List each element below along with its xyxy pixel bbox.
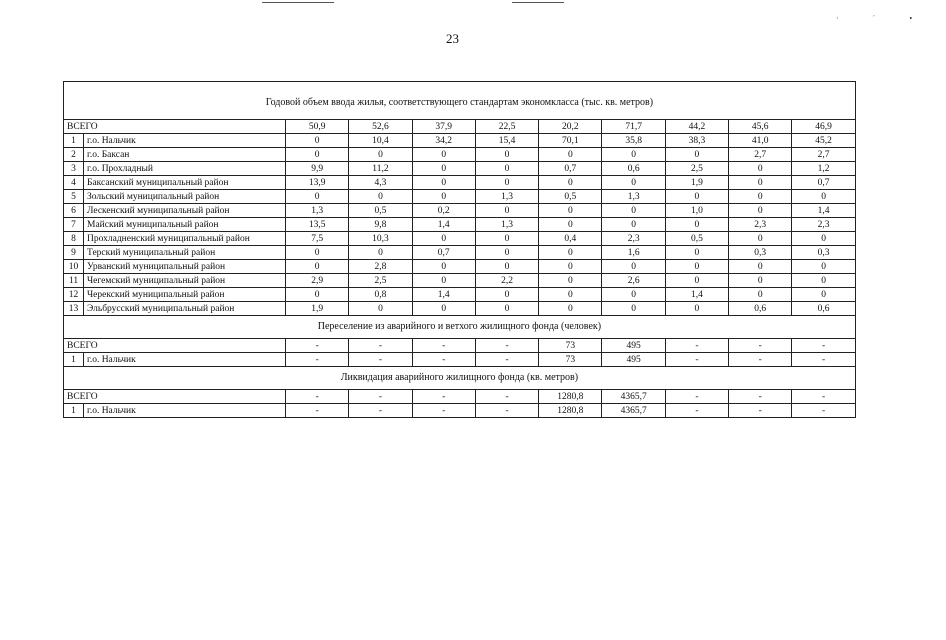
row-value: 0: [792, 288, 855, 302]
row-value: 1,3: [286, 204, 349, 218]
row-value: 35,8: [602, 134, 665, 148]
row-value: 0: [729, 260, 792, 274]
table-row: [64, 274, 856, 288]
table-row: [64, 190, 856, 204]
row-name: Зольский муниципальный район: [84, 190, 286, 204]
row-value: -: [792, 353, 855, 367]
row-name: Терский муниципальный район: [84, 246, 286, 260]
row-value: 0: [729, 162, 792, 176]
row-value: 0: [412, 260, 475, 274]
row-value: 0: [286, 190, 349, 204]
row-value: 2,5: [665, 162, 728, 176]
row-name: Прохладненский муниципальный район: [84, 232, 286, 246]
total-value: 22,5: [475, 120, 538, 134]
total-value: -: [729, 390, 792, 404]
row-value: 0: [475, 246, 538, 260]
row-value: 0,7: [539, 162, 602, 176]
row-value: 11,2: [349, 162, 412, 176]
row-value: 0: [286, 288, 349, 302]
row-value: 13,5: [286, 218, 349, 232]
section-title: Годовой объем ввода жилья, соответствующего стандартам экономкласса (тыс. кв. метров): [64, 82, 856, 120]
total-value: 73: [539, 339, 602, 353]
total-value: -: [729, 339, 792, 353]
row-value: -: [729, 404, 792, 418]
total-value: -: [475, 339, 538, 353]
table-body: [64, 82, 856, 418]
row-value: 0,3: [729, 246, 792, 260]
row-value: -: [349, 353, 412, 367]
row-value: 0,6: [792, 302, 855, 316]
total-value: -: [412, 390, 475, 404]
row-value: 0: [792, 232, 855, 246]
row-number: 12: [64, 288, 84, 302]
row-value: 0: [349, 190, 412, 204]
row-value: 0: [792, 260, 855, 274]
row-value: 0: [412, 190, 475, 204]
row-value: -: [412, 404, 475, 418]
row-number: 13: [64, 302, 84, 316]
row-value: 2,3: [792, 218, 855, 232]
row-value: 73: [539, 353, 602, 367]
row-value: 0: [602, 288, 665, 302]
row-value: 0,5: [349, 204, 412, 218]
row-value: 0: [665, 190, 728, 204]
table-row: [64, 260, 856, 274]
total-value: -: [349, 339, 412, 353]
row-number: 10: [64, 260, 84, 274]
row-value: 0: [602, 176, 665, 190]
table-row: [64, 134, 856, 148]
row-value: 0: [539, 148, 602, 162]
total-label: ВСЕГО: [64, 339, 286, 353]
row-value: 9,9: [286, 162, 349, 176]
row-value: 2,3: [602, 232, 665, 246]
row-value: 7,5: [286, 232, 349, 246]
row-value: 0: [729, 190, 792, 204]
table-row: [64, 218, 856, 232]
row-value: 0: [665, 302, 728, 316]
row-value: 0: [539, 302, 602, 316]
row-value: 0,3: [792, 246, 855, 260]
row-value: 0: [792, 190, 855, 204]
row-value: 13,9: [286, 176, 349, 190]
row-value: 0: [602, 218, 665, 232]
row-value: 0: [286, 246, 349, 260]
total-value: 4365,7: [602, 390, 665, 404]
row-value: 15,4: [475, 134, 538, 148]
row-name: Урванский муниципальный район: [84, 260, 286, 274]
total-value: 45,6: [729, 120, 792, 134]
row-value: 0: [539, 260, 602, 274]
row-value: 0: [602, 204, 665, 218]
row-value: 0: [665, 260, 728, 274]
row-value: 1,3: [475, 218, 538, 232]
row-number: 1: [64, 134, 84, 148]
row-value: 0: [475, 260, 538, 274]
row-value: 0,6: [602, 162, 665, 176]
table-row: [64, 204, 856, 218]
row-value: 0: [412, 148, 475, 162]
total-value: -: [412, 339, 475, 353]
table-row: [64, 232, 856, 246]
row-value: 0: [412, 302, 475, 316]
table-row: [64, 176, 856, 190]
total-value: -: [349, 390, 412, 404]
total-value: 1280,8: [539, 390, 602, 404]
row-value: -: [475, 353, 538, 367]
row-value: 0: [602, 302, 665, 316]
row-name: Баксанский муниципальный район: [84, 176, 286, 190]
row-value: 0: [412, 162, 475, 176]
row-value: 70,1: [539, 134, 602, 148]
scan-artifact-line: [262, 2, 334, 3]
row-value: -: [665, 353, 728, 367]
row-name: г.о. Нальчик: [84, 134, 286, 148]
corner-marks: ·΄•: [836, 14, 946, 23]
row-value: 0: [539, 218, 602, 232]
row-value: 0: [412, 274, 475, 288]
row-value: 0,4: [539, 232, 602, 246]
row-value: 38,3: [665, 134, 728, 148]
row-value: 0: [475, 288, 538, 302]
row-value: 0: [475, 302, 538, 316]
row-value: 0: [729, 274, 792, 288]
row-value: 0: [792, 274, 855, 288]
row-number: 8: [64, 232, 84, 246]
row-value: 41,0: [729, 134, 792, 148]
row-value: 0,2: [412, 204, 475, 218]
section-title: Ликвидация аварийного жилищного фонда (кв. метров): [64, 367, 856, 390]
row-value: -: [729, 353, 792, 367]
row-name: г.о. Нальчик: [84, 353, 286, 367]
row-name: Черекский муниципальный район: [84, 288, 286, 302]
row-value: 0: [475, 162, 538, 176]
row-name: г.о. Баксан: [84, 148, 286, 162]
total-value: 44,2: [665, 120, 728, 134]
row-value: 0,7: [412, 246, 475, 260]
row-value: 2,7: [792, 148, 855, 162]
page-number: 23: [446, 31, 459, 46]
row-value: 0: [286, 134, 349, 148]
row-value: -: [286, 353, 349, 367]
row-value: 0: [729, 288, 792, 302]
total-row: [64, 390, 856, 404]
row-name: Эльбрусский муниципальный район: [84, 302, 286, 316]
row-value: 2,7: [729, 148, 792, 162]
row-value: 0: [349, 302, 412, 316]
row-value: -: [349, 404, 412, 418]
row-value: 0,5: [665, 232, 728, 246]
row-name: г.о. Нальчик: [84, 404, 286, 418]
total-value: 46,9: [792, 120, 855, 134]
row-name: г.о. Прохладный: [84, 162, 286, 176]
row-value: 1,4: [412, 288, 475, 302]
row-number: 3: [64, 162, 84, 176]
total-label: ВСЕГО: [64, 120, 286, 134]
row-value: 0: [665, 274, 728, 288]
row-value: 1,4: [665, 288, 728, 302]
total-value: -: [792, 390, 855, 404]
row-value: 1,4: [792, 204, 855, 218]
row-number: 7: [64, 218, 84, 232]
section-title: Переселение из аварийного и ветхого жилищного фонда (человек): [64, 316, 856, 339]
row-value: 0,7: [792, 176, 855, 190]
row-value: 1,2: [792, 162, 855, 176]
row-number: 9: [64, 246, 84, 260]
row-value: 0: [349, 246, 412, 260]
total-label: ВСЕГО: [64, 390, 286, 404]
row-value: 495: [602, 353, 665, 367]
total-value: -: [665, 339, 728, 353]
total-value: -: [792, 339, 855, 353]
row-value: 10,4: [349, 134, 412, 148]
row-value: 34,2: [412, 134, 475, 148]
row-value: 2,3: [729, 218, 792, 232]
row-value: 1,0: [665, 204, 728, 218]
row-value: 0: [602, 260, 665, 274]
total-value: -: [286, 339, 349, 353]
total-value: 495: [602, 339, 665, 353]
row-value: 0: [475, 148, 538, 162]
table-row: [64, 353, 856, 367]
total-value: -: [665, 390, 728, 404]
row-value: 2,5: [349, 274, 412, 288]
total-value: -: [286, 390, 349, 404]
table-row: [64, 302, 856, 316]
table-row: [64, 148, 856, 162]
row-value: 0: [602, 148, 665, 162]
row-value: 1,3: [602, 190, 665, 204]
row-value: 2,8: [349, 260, 412, 274]
row-number: 2: [64, 148, 84, 162]
row-value: 0: [539, 204, 602, 218]
row-value: -: [286, 404, 349, 418]
housing-table: [63, 81, 856, 418]
row-value: 2,2: [475, 274, 538, 288]
row-value: 0: [665, 246, 728, 260]
row-value: 0: [286, 260, 349, 274]
row-value: 4365,7: [602, 404, 665, 418]
row-value: -: [412, 353, 475, 367]
total-value: 20,2: [539, 120, 602, 134]
row-number: 6: [64, 204, 84, 218]
row-number: 1: [64, 353, 84, 367]
row-number: 1: [64, 404, 84, 418]
total-row: [64, 120, 856, 134]
row-value: 0: [475, 176, 538, 190]
row-value: 1,3: [475, 190, 538, 204]
row-number: 4: [64, 176, 84, 190]
row-value: 1,9: [286, 302, 349, 316]
row-number: 11: [64, 274, 84, 288]
row-value: 0: [729, 232, 792, 246]
row-name: Чегемский муниципальный район: [84, 274, 286, 288]
row-value: 1,4: [412, 218, 475, 232]
row-value: 0: [539, 274, 602, 288]
section-title-row: [64, 367, 856, 390]
row-value: 4,3: [349, 176, 412, 190]
row-name: Майский муниципальный район: [84, 218, 286, 232]
row-value: 0: [412, 232, 475, 246]
table-row: [64, 404, 856, 418]
row-value: 10,3: [349, 232, 412, 246]
total-value: 71,7: [602, 120, 665, 134]
row-value: 0: [729, 176, 792, 190]
row-value: 0: [665, 218, 728, 232]
row-value: 0: [286, 148, 349, 162]
row-value: 0: [539, 246, 602, 260]
scan-artifact-line: [512, 2, 564, 3]
table-row: [64, 246, 856, 260]
row-value: 0: [665, 148, 728, 162]
row-value: 45,2: [792, 134, 855, 148]
row-value: 1,6: [602, 246, 665, 260]
section-title-row: [64, 82, 856, 120]
row-value: 0: [349, 148, 412, 162]
row-name: Лескенский муниципальный район: [84, 204, 286, 218]
table-row: [64, 288, 856, 302]
total-value: 50,9: [286, 120, 349, 134]
row-value: 1,9: [665, 176, 728, 190]
section-title-row: [64, 316, 856, 339]
row-value: 0: [539, 288, 602, 302]
table-row: [64, 162, 856, 176]
total-row: [64, 339, 856, 353]
total-value: -: [475, 390, 538, 404]
row-value: 0,6: [729, 302, 792, 316]
row-value: 0: [475, 204, 538, 218]
row-value: 0: [412, 176, 475, 190]
row-value: 0: [475, 232, 538, 246]
row-value: 0,8: [349, 288, 412, 302]
total-value: 52,6: [349, 120, 412, 134]
row-value: 2,9: [286, 274, 349, 288]
row-value: -: [665, 404, 728, 418]
row-value: -: [792, 404, 855, 418]
row-value: 0: [729, 204, 792, 218]
row-number: 5: [64, 190, 84, 204]
row-value: 0,5: [539, 190, 602, 204]
row-value: 0: [539, 176, 602, 190]
row-value: 9,8: [349, 218, 412, 232]
total-value: 37,9: [412, 120, 475, 134]
row-value: 1280,8: [539, 404, 602, 418]
row-value: 2,6: [602, 274, 665, 288]
row-value: -: [475, 404, 538, 418]
